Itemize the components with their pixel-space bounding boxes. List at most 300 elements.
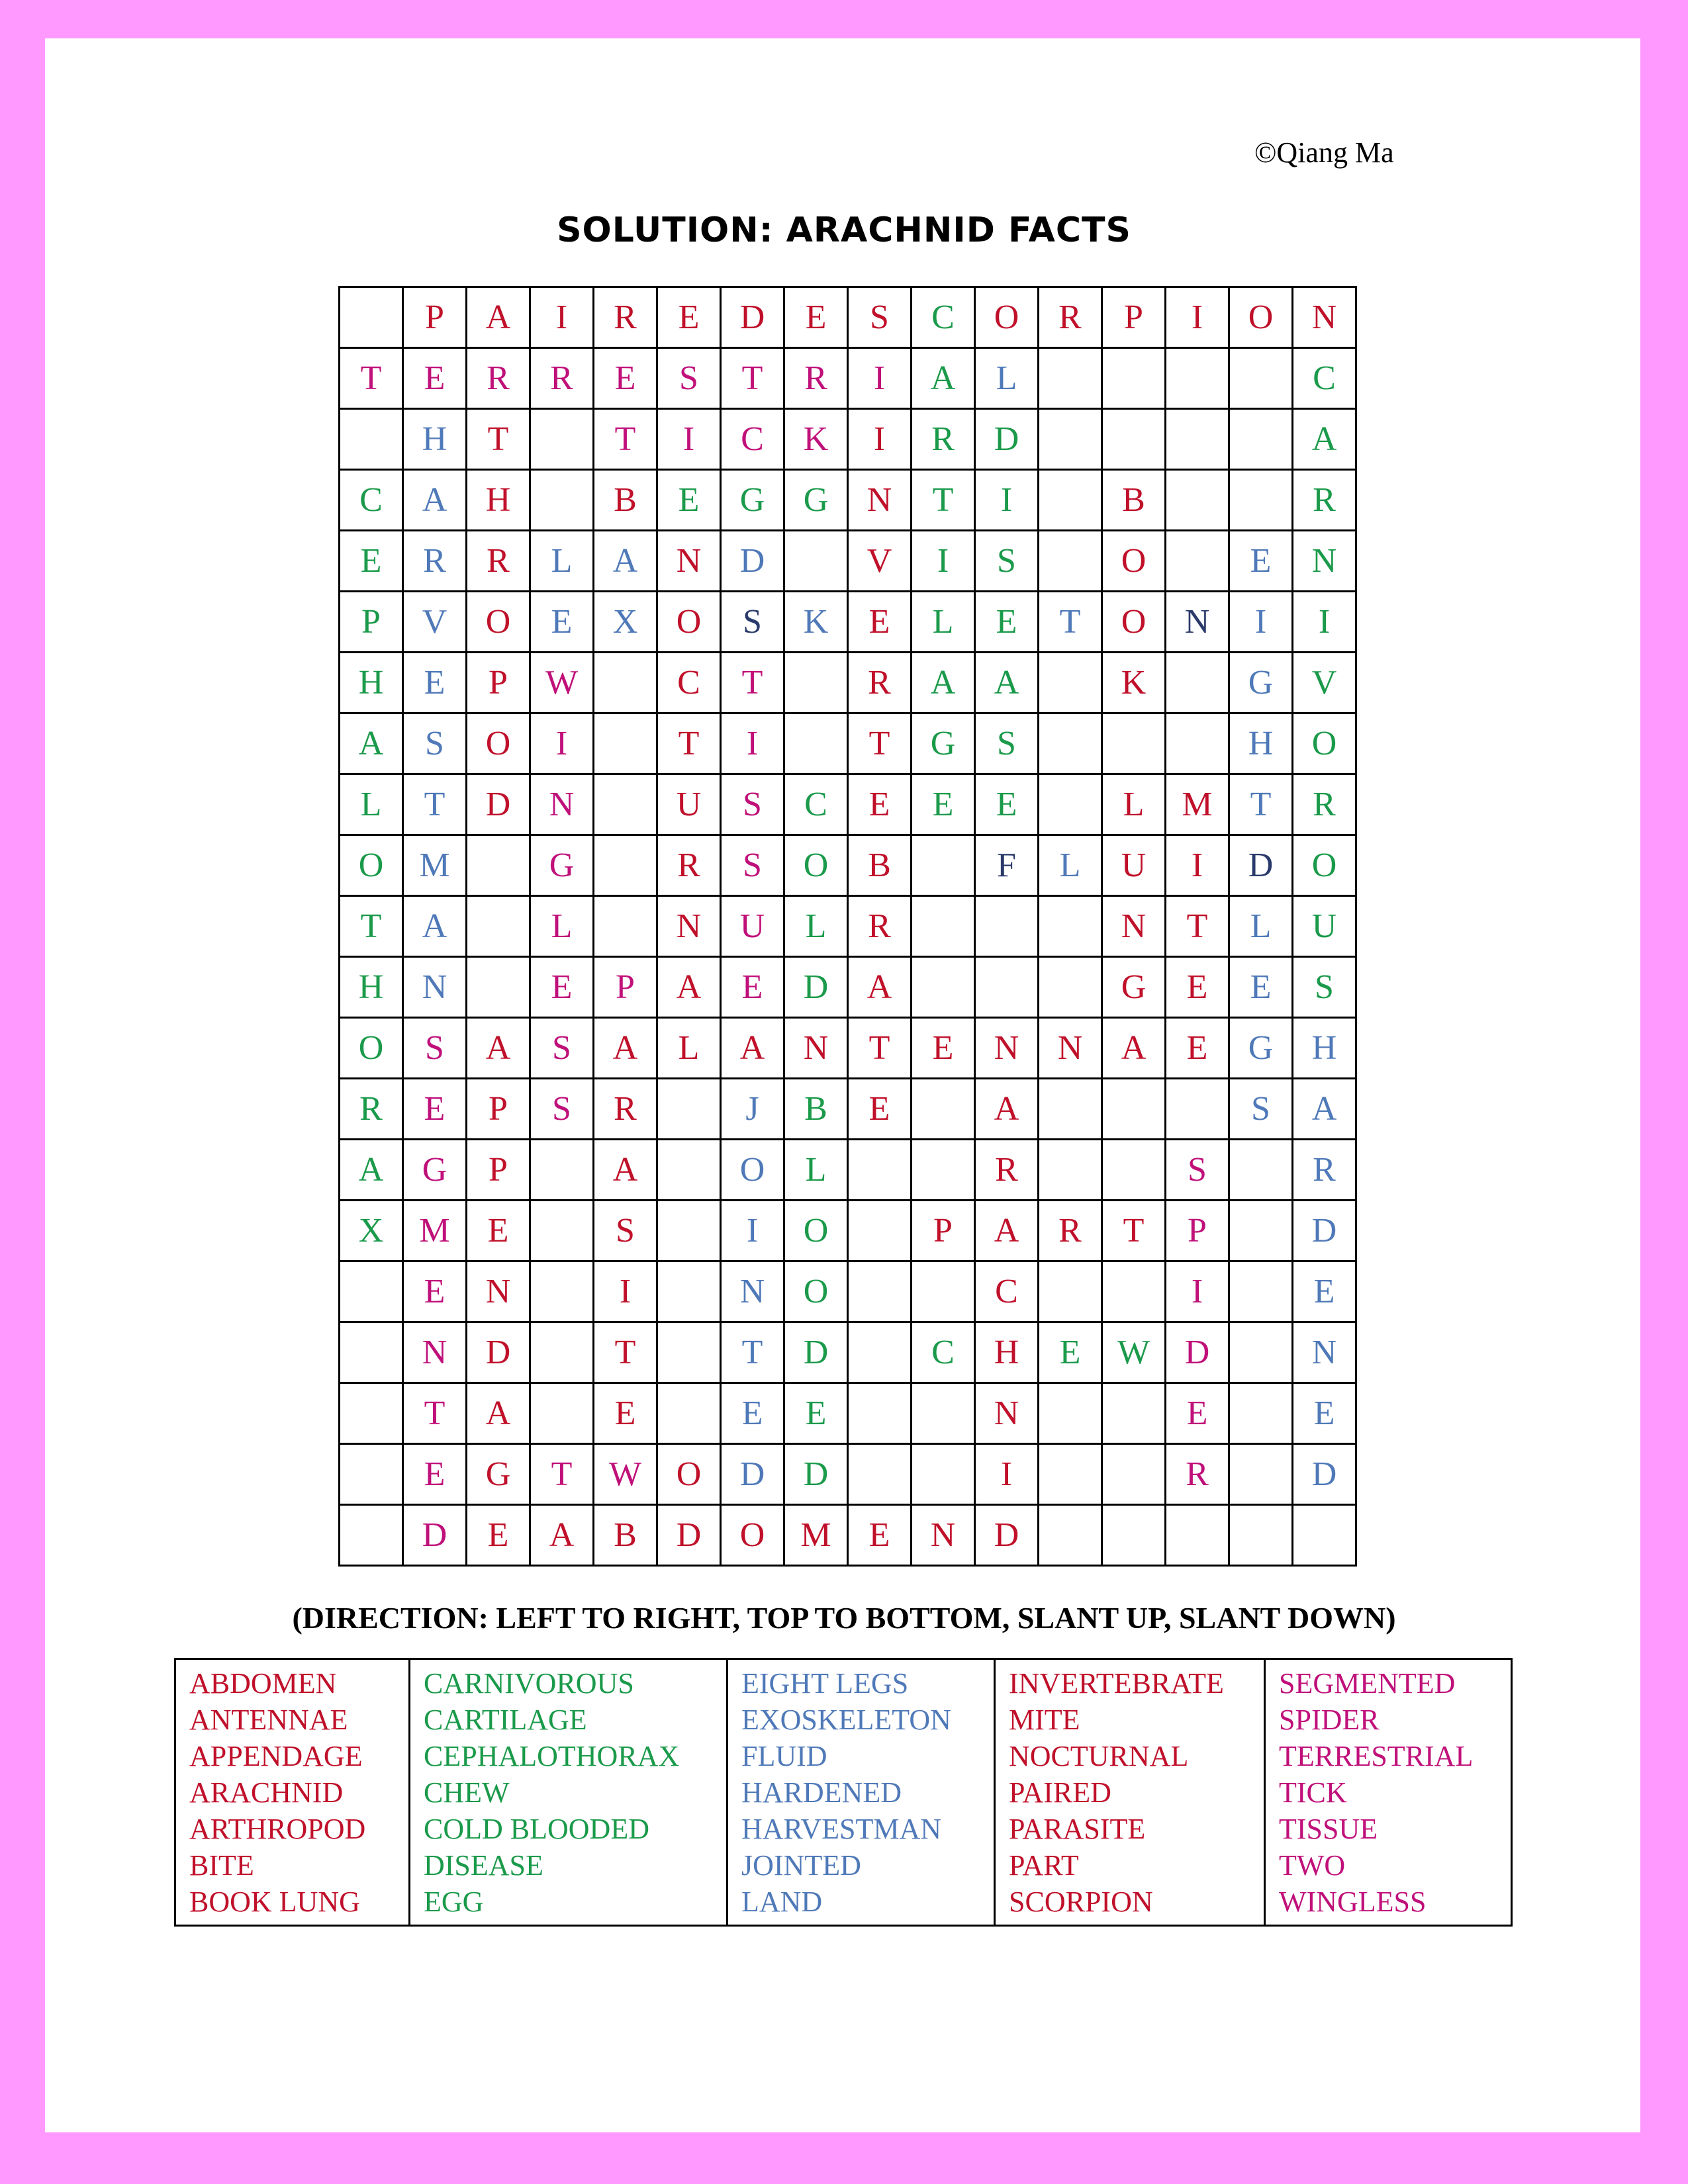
grid-cell: T: [594, 1323, 658, 1384]
grid-cell: [531, 1323, 594, 1384]
grid-cell: T: [1166, 897, 1230, 958]
grid-cell: [1230, 1201, 1293, 1262]
grid-cell: [1103, 714, 1166, 775]
word-list-item: EIGHT LEGS: [741, 1667, 909, 1700]
grid-cell: P: [467, 1079, 531, 1140]
grid-cell: [531, 1262, 594, 1323]
grid-cell: U: [722, 897, 785, 958]
grid-cell: L: [785, 897, 849, 958]
grid-cell: R: [594, 288, 658, 349]
grid-cell: B: [1103, 471, 1166, 531]
grid-cell: P: [467, 1140, 531, 1201]
grid-cell: E: [1293, 1262, 1357, 1323]
grid-cell: N: [722, 1262, 785, 1323]
grid-cell: D: [467, 775, 531, 836]
grid-cell: E: [976, 775, 1039, 836]
grid-cell: I: [722, 714, 785, 775]
grid-cell: R: [467, 531, 531, 592]
word-list-item: CEPHALOTHORAX: [424, 1740, 680, 1772]
grid-cell: P: [912, 1201, 976, 1262]
grid-cell: [849, 1262, 912, 1323]
grid-cell: A: [340, 1140, 404, 1201]
grid-cell: S: [849, 288, 912, 349]
grid-cell: [658, 1262, 722, 1323]
grid-cell: O: [722, 1140, 785, 1201]
word-list-item: MITE: [1009, 1704, 1080, 1736]
grid-cell: A: [912, 349, 976, 410]
grid-cell: R: [1293, 775, 1357, 836]
grid-cell: E: [658, 288, 722, 349]
grid-cell: O: [722, 1506, 785, 1567]
grid-cell: E: [912, 1019, 976, 1079]
grid-cell: N: [976, 1019, 1039, 1079]
word-list-item: EXOSKELETON: [741, 1704, 951, 1736]
grid-cell: A: [594, 1019, 658, 1079]
grid-cell: T: [404, 775, 467, 836]
grid-cell: [340, 1506, 404, 1567]
grid-cell: O: [1293, 714, 1357, 775]
grid-cell: I: [1293, 592, 1357, 653]
grid-cell: E: [785, 1384, 849, 1445]
grid-cell: O: [1293, 836, 1357, 897]
grid-cell: E: [404, 349, 467, 410]
word-list-item: JOINTED: [741, 1849, 861, 1882]
grid-cell: V: [404, 592, 467, 653]
word-list-item: SEGMENTED: [1279, 1667, 1456, 1700]
grid-cell: L: [531, 897, 594, 958]
grid-cell: [849, 1140, 912, 1201]
grid-cell: [340, 1262, 404, 1323]
grid-cell: [594, 897, 658, 958]
grid-cell: T: [912, 471, 976, 531]
grid-cell: [1230, 471, 1293, 531]
grid-cell: C: [1293, 349, 1357, 410]
grid-cell: R: [785, 349, 849, 410]
grid-cell: S: [976, 714, 1039, 775]
word-list-item: BOOK LUNG: [189, 1886, 360, 1918]
grid-cell: O: [976, 288, 1039, 349]
grid-cell: P: [1103, 288, 1166, 349]
grid-cell: G: [912, 714, 976, 775]
grid-cell: I: [912, 531, 976, 592]
grid-cell: [1166, 714, 1230, 775]
grid-cell: H: [340, 958, 404, 1019]
grid-cell: G: [722, 471, 785, 531]
grid-cell: A: [594, 1140, 658, 1201]
page-title: SOLUTION: ARACHNID FACTS: [557, 210, 1131, 250]
grid-cell: B: [849, 836, 912, 897]
grid-cell: S: [722, 775, 785, 836]
grid-cell: N: [531, 775, 594, 836]
grid-cell: [1039, 1262, 1103, 1323]
grid-cell: [594, 653, 658, 714]
grid-cell: A: [404, 897, 467, 958]
grid-cell: I: [594, 1262, 658, 1323]
word-list-item: TWO: [1279, 1849, 1346, 1882]
grid-cell: R: [1293, 471, 1357, 531]
word-list-item: NOCTURNAL: [1009, 1740, 1189, 1772]
grid-cell: R: [912, 410, 976, 471]
grid-cell: O: [467, 592, 531, 653]
grid-cell: [1230, 1262, 1293, 1323]
grid-cell: R: [1293, 1140, 1357, 1201]
grid-cell: O: [340, 836, 404, 897]
word-column: [410, 1660, 728, 1925]
grid-cell: I: [1166, 836, 1230, 897]
grid-cell: A: [976, 1079, 1039, 1140]
grid-cell: G: [467, 1445, 531, 1506]
grid-cell: C: [340, 471, 404, 531]
grid-cell: E: [722, 1384, 785, 1445]
grid-cell: [1166, 1079, 1230, 1140]
grid-cell: R: [976, 1140, 1039, 1201]
grid-cell: M: [404, 836, 467, 897]
word-search-grid: [338, 286, 1357, 1567]
grid-cell: E: [849, 1506, 912, 1567]
grid-cell: O: [785, 1201, 849, 1262]
grid-cell: [531, 1384, 594, 1445]
grid-cell: K: [785, 410, 849, 471]
grid-cell: E: [1166, 958, 1230, 1019]
grid-cell: O: [340, 1019, 404, 1079]
grid-cell: S: [531, 1079, 594, 1140]
grid-cell: A: [912, 653, 976, 714]
grid-cell: I: [849, 410, 912, 471]
grid-cell: [912, 1445, 976, 1506]
grid-cell: T: [404, 1384, 467, 1445]
grid-cell: [912, 1262, 976, 1323]
grid-cell: E: [1230, 958, 1293, 1019]
word-list-item: WINGLESS: [1279, 1886, 1427, 1918]
grid-cell: [594, 775, 658, 836]
grid-cell: E: [531, 958, 594, 1019]
grid-cell: N: [404, 958, 467, 1019]
grid-cell: D: [1230, 836, 1293, 897]
grid-cell: [531, 1201, 594, 1262]
grid-cell: A: [722, 1019, 785, 1079]
grid-cell: [849, 1323, 912, 1384]
word-column: [176, 1660, 410, 1925]
grid-cell: S: [722, 592, 785, 653]
grid-cell: T: [467, 410, 531, 471]
word-list-item: PART: [1009, 1849, 1079, 1882]
grid-cell: [1039, 714, 1103, 775]
grid-cell: E: [658, 471, 722, 531]
grid-cell: B: [594, 1506, 658, 1567]
grid-cell: [1103, 1140, 1166, 1201]
grid-cell: L: [976, 349, 1039, 410]
grid-cell: A: [976, 653, 1039, 714]
grid-cell: [912, 1079, 976, 1140]
grid-cell: D: [404, 1506, 467, 1567]
grid-cell: B: [785, 1079, 849, 1140]
grid-cell: T: [849, 714, 912, 775]
grid-cell: [1039, 1140, 1103, 1201]
grid-cell: K: [1103, 653, 1166, 714]
grid-cell: R: [467, 349, 531, 410]
word-list-item: HARVESTMAN: [741, 1813, 942, 1845]
grid-cell: E: [849, 1079, 912, 1140]
grid-cell: A: [340, 714, 404, 775]
grid-cell: [658, 1079, 722, 1140]
grid-cell: R: [658, 836, 722, 897]
grid-cell: [1103, 1079, 1166, 1140]
grid-cell: P: [404, 288, 467, 349]
grid-cell: E: [594, 349, 658, 410]
grid-cell: [1039, 410, 1103, 471]
grid-cell: S: [976, 531, 1039, 592]
word-list-item: TERRESTRIAL: [1279, 1740, 1474, 1772]
word-list-item: COLD BLOODED: [424, 1813, 649, 1845]
grid-cell: D: [976, 1506, 1039, 1567]
grid-cell: R: [340, 1079, 404, 1140]
grid-cell: O: [1103, 592, 1166, 653]
grid-cell: W: [594, 1445, 658, 1506]
direction-note: (DIRECTION: LEFT TO RIGHT, TOP TO BOTTOM, SLANT UP, SLANT DOWN): [292, 1601, 1396, 1635]
grid-cell: N: [1103, 897, 1166, 958]
grid-cell: [785, 531, 849, 592]
grid-cell: E: [467, 1506, 531, 1567]
grid-cell: [531, 410, 594, 471]
grid-cell: L: [340, 775, 404, 836]
grid-cell: O: [1230, 288, 1293, 349]
grid-cell: D: [785, 1445, 849, 1506]
grid-cell: I: [658, 410, 722, 471]
grid-cell: [912, 1384, 976, 1445]
grid-cell: [1166, 531, 1230, 592]
grid-cell: [785, 653, 849, 714]
grid-cell: [1103, 1445, 1166, 1506]
grid-cell: E: [1039, 1323, 1103, 1384]
grid-cell: U: [1103, 836, 1166, 897]
grid-cell: E: [1166, 1384, 1230, 1445]
grid-cell: [912, 1140, 976, 1201]
grid-cell: I: [1166, 1262, 1230, 1323]
grid-cell: [1166, 1506, 1230, 1567]
grid-cell: N: [1293, 1323, 1357, 1384]
grid-cell: [1103, 349, 1166, 410]
grid-cell: [340, 410, 404, 471]
grid-cell: F: [976, 836, 1039, 897]
word-list-item: CARTILAGE: [424, 1704, 587, 1736]
grid-cell: G: [1230, 653, 1293, 714]
grid-cell: D: [658, 1506, 722, 1567]
grid-cell: [1230, 1506, 1293, 1567]
grid-cell: R: [849, 653, 912, 714]
grid-cell: C: [976, 1262, 1039, 1323]
grid-cell: A: [531, 1506, 594, 1567]
grid-cell: N: [658, 897, 722, 958]
grid-cell: G: [531, 836, 594, 897]
grid-cell: R: [1166, 1445, 1230, 1506]
grid-cell: E: [849, 775, 912, 836]
grid-cell: E: [594, 1384, 658, 1445]
grid-cell: T: [594, 410, 658, 471]
word-list-item: TISSUE: [1279, 1813, 1378, 1845]
grid-cell: [1039, 1384, 1103, 1445]
word-list-item: APPENDAGE: [189, 1740, 363, 1772]
grid-cell: O: [658, 1445, 722, 1506]
grid-cell: [1103, 1262, 1166, 1323]
grid-cell: [1230, 1384, 1293, 1445]
grid-cell: [1039, 1506, 1103, 1567]
grid-cell: [849, 1384, 912, 1445]
word-list-item: CHEW: [424, 1776, 510, 1809]
grid-cell: D: [467, 1323, 531, 1384]
grid-cell: N: [849, 471, 912, 531]
word-list-item: ANTENNAE: [189, 1704, 348, 1736]
grid-cell: E: [340, 531, 404, 592]
grid-cell: A: [1293, 410, 1357, 471]
grid-cell: [1039, 897, 1103, 958]
grid-cell: J: [722, 1079, 785, 1140]
grid-cell: N: [785, 1019, 849, 1079]
grid-cell: A: [849, 958, 912, 1019]
grid-cell: B: [594, 471, 658, 531]
grid-cell: R: [531, 349, 594, 410]
grid-cell: [912, 836, 976, 897]
grid-cell: L: [531, 531, 594, 592]
grid-cell: L: [1230, 897, 1293, 958]
grid-cell: O: [467, 714, 531, 775]
grid-cell: I: [849, 349, 912, 410]
grid-cell: O: [1103, 531, 1166, 592]
grid-cell: I: [976, 471, 1039, 531]
grid-cell: [340, 1323, 404, 1384]
grid-cell: I: [976, 1445, 1039, 1506]
grid-cell: S: [594, 1201, 658, 1262]
grid-cell: [1166, 349, 1230, 410]
grid-cell: E: [404, 1445, 467, 1506]
grid-cell: M: [404, 1201, 467, 1262]
grid-cell: H: [340, 653, 404, 714]
grid-cell: D: [1166, 1323, 1230, 1384]
grid-cell: [658, 1201, 722, 1262]
grid-cell: G: [404, 1140, 467, 1201]
grid-cell: U: [658, 775, 722, 836]
word-list-item: SPIDER: [1279, 1704, 1380, 1736]
grid-cell: V: [849, 531, 912, 592]
grid-cell: E: [976, 592, 1039, 653]
grid-cell: D: [785, 1323, 849, 1384]
grid-cell: A: [467, 1019, 531, 1079]
grid-cell: O: [785, 1262, 849, 1323]
grid-cell: V: [1293, 653, 1357, 714]
grid-cell: [912, 897, 976, 958]
grid-cell: [1230, 1140, 1293, 1201]
grid-cell: [467, 958, 531, 1019]
grid-cell: N: [1166, 592, 1230, 653]
grid-cell: E: [1230, 531, 1293, 592]
grid-cell: R: [594, 1079, 658, 1140]
grid-cell: [976, 897, 1039, 958]
grid-cell: [1039, 1079, 1103, 1140]
grid-cell: W: [531, 653, 594, 714]
word-list-item: BITE: [189, 1849, 254, 1882]
grid-cell: R: [1039, 288, 1103, 349]
grid-cell: D: [1293, 1201, 1357, 1262]
grid-cell: D: [1293, 1445, 1357, 1506]
grid-cell: A: [1293, 1079, 1357, 1140]
grid-cell: N: [912, 1506, 976, 1567]
grid-cell: C: [785, 775, 849, 836]
word-list-item: ARACHNID: [189, 1776, 344, 1809]
grid-cell: [1039, 958, 1103, 1019]
grid-cell: X: [340, 1201, 404, 1262]
grid-cell: [849, 1201, 912, 1262]
grid-cell: N: [1039, 1019, 1103, 1079]
grid-cell: [785, 714, 849, 775]
grid-cell: C: [912, 288, 976, 349]
grid-cell: D: [976, 410, 1039, 471]
grid-cell: A: [1103, 1019, 1166, 1079]
grid-cell: T: [1103, 1201, 1166, 1262]
grid-cell: [1039, 775, 1103, 836]
grid-cell: E: [849, 592, 912, 653]
grid-cell: R: [404, 531, 467, 592]
grid-cell: C: [912, 1323, 976, 1384]
grid-cell: R: [849, 897, 912, 958]
grid-cell: [340, 1384, 404, 1445]
grid-cell: I: [1166, 288, 1230, 349]
grid-cell: N: [467, 1262, 531, 1323]
grid-cell: N: [976, 1384, 1039, 1445]
grid-cell: K: [785, 592, 849, 653]
grid-cell: [1293, 1506, 1357, 1567]
word-column: [728, 1660, 996, 1925]
grid-cell: S: [404, 714, 467, 775]
word-list-item: PARASITE: [1009, 1813, 1146, 1845]
grid-cell: [1039, 349, 1103, 410]
grid-cell: D: [785, 958, 849, 1019]
grid-cell: A: [467, 1384, 531, 1445]
grid-cell: [976, 958, 1039, 1019]
grid-cell: T: [1230, 775, 1293, 836]
grid-cell: S: [1230, 1079, 1293, 1140]
grid-cell: [1103, 1384, 1166, 1445]
grid-cell: H: [1230, 714, 1293, 775]
grid-cell: A: [594, 531, 658, 592]
grid-cell: [1103, 410, 1166, 471]
grid-cell: [1166, 471, 1230, 531]
grid-cell: E: [785, 288, 849, 349]
grid-cell: [1103, 1506, 1166, 1567]
grid-cell: [658, 1384, 722, 1445]
grid-cell: G: [1230, 1019, 1293, 1079]
word-list-item: FLUID: [741, 1740, 827, 1772]
grid-cell: T: [722, 349, 785, 410]
grid-cell: C: [658, 653, 722, 714]
grid-cell: D: [722, 288, 785, 349]
grid-cell: G: [785, 471, 849, 531]
grid-cell: [467, 897, 531, 958]
word-list-item: INVERTEBRATE: [1009, 1667, 1224, 1700]
grid-cell: P: [340, 592, 404, 653]
grid-cell: N: [658, 531, 722, 592]
grid-cell: T: [1039, 592, 1103, 653]
grid-cell: E: [722, 958, 785, 1019]
word-list-item: EGG: [424, 1886, 484, 1918]
grid-cell: E: [1166, 1019, 1230, 1079]
word-list-item: LAND: [741, 1886, 823, 1918]
grid-cell: P: [594, 958, 658, 1019]
grid-cell: L: [1039, 836, 1103, 897]
grid-cell: S: [531, 1019, 594, 1079]
grid-cell: [1039, 653, 1103, 714]
grid-cell: H: [404, 410, 467, 471]
word-column: [1266, 1660, 1511, 1925]
grid-cell: E: [531, 592, 594, 653]
